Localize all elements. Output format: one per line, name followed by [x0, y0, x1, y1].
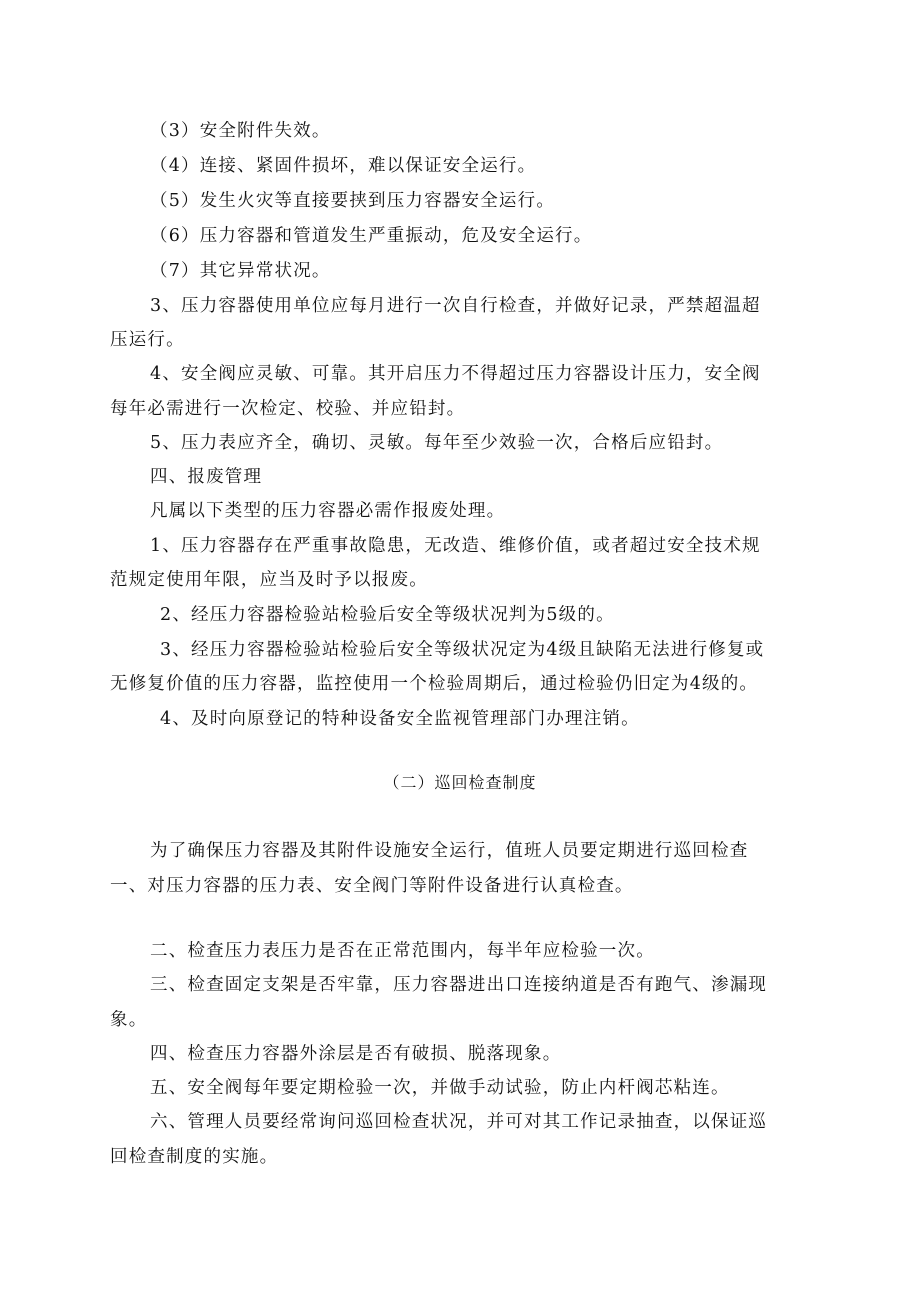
list-item: （7）其它异常状况。 — [150, 261, 331, 281]
list-item: （6）压力容器和管道发生严重振动，危及安全运行。 — [150, 226, 593, 246]
paragraph-line: 四、检查压力容器外涂层是否有破损、脱落现象。 — [150, 1044, 562, 1064]
paragraph-line: 六、管理人员要经常询问巡回检查状况，并可对其工作记录抽查，以保证巡 — [150, 1112, 768, 1132]
section-heading: 四、报废管理 — [150, 467, 263, 487]
paragraph-line: 一、对压力容器的压力表、安全阀门等附件设备进行认真检查。 — [110, 876, 634, 896]
paragraph-line: 2、经压力容器检验站检验后安全等级状况判为5级的。 — [160, 605, 615, 625]
paragraph-line: 回检查制度的实施。 — [110, 1147, 279, 1167]
paragraph-line: 4、及时向原登记的特种设备安全监视管理部门办理注销。 — [160, 709, 640, 729]
paragraph-line: 1、压力容器存在严重事故隐患，无改造、维修价值，或者超过安全技术规 — [150, 536, 761, 556]
subsection-title: （二）巡回检查制度 — [383, 773, 537, 792]
list-item: （3）安全附件失效。 — [150, 121, 331, 141]
paragraph-line: 4、安全阀应灵敏、可靠。其开启压力不得超过压力容器设计压力，安全阀 — [150, 364, 761, 384]
paragraph-line: 象。 — [110, 1010, 148, 1030]
paragraph-line: 为了确保压力容器及其附件设施安全运行，值班人员要定期进行巡回检查 — [150, 841, 749, 861]
paragraph-line: 3、压力容器使用单位应每月进行一次自行检查，并做好记录，严禁超温超 — [150, 296, 761, 316]
paragraph-line: 压运行。 — [110, 330, 185, 350]
paragraph-line: 范规定使用年限，应当及时予以报废。 — [110, 570, 428, 590]
list-item: （5）发生火灾等直接要挟到压力容器安全运行。 — [150, 191, 556, 211]
list-item: （4）连接、紧固件损坏，难以保证安全运行。 — [150, 156, 537, 176]
paragraph-line: 无修复价值的压力容器，监控使用一个检验周期后，通过检验仍旧定为4级的。 — [110, 674, 759, 694]
paragraph-line: 每年必需进行一次检定、校验、并应铅封。 — [110, 399, 466, 419]
paragraph-line: 5、压力表应齐全，确切、灵敏。每年至少效验一次，合格后应铅封。 — [150, 433, 724, 453]
paragraph-line: 凡属以下类型的压力容器必需作报废处理。 — [150, 501, 506, 521]
paragraph-line: 五、安全阀每年要定期检验一次，并做手动试验，防止内杆阀芯粘连。 — [150, 1078, 730, 1098]
paragraph-line: 二、检查压力表压力是否在正常范围内，每半年应检验一次。 — [150, 941, 655, 961]
paragraph-line: 3、经压力容器检验站检验后安全等级状况定为4级且缺陷无法进行修复或 — [160, 640, 765, 660]
paragraph-line: 三、检查固定支架是否牢靠，压力容器进出口连接纳道是否有跑气、渗漏现 — [150, 975, 768, 995]
